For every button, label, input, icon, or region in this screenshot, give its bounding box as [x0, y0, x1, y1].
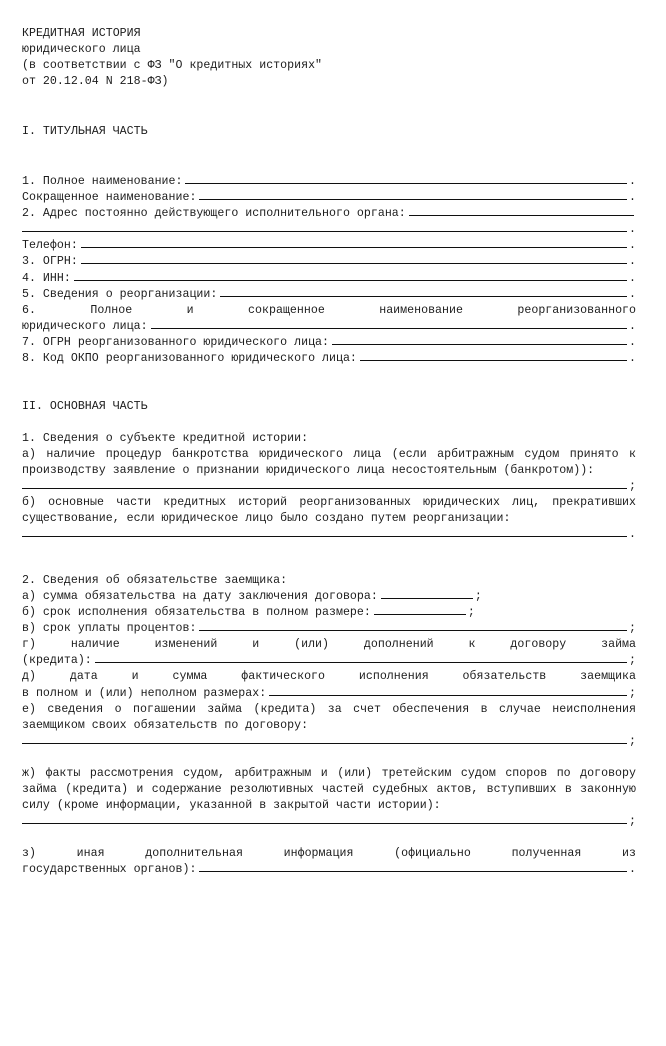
- actual-performance-label: в полном и (или) неполном размерах:: [22, 686, 267, 700]
- title-line-1: КРЕДИТНАЯ ИСТОРИЯ: [22, 27, 141, 40]
- field-phone-input[interactable]: [81, 238, 627, 248]
- field-short-name: [22, 190, 636, 206]
- field-reorganization-info-label: 5. Сведения о реорганизации:: [22, 287, 218, 301]
- title-line-4: от 20.12.04 N 218-ФЗ): [22, 75, 169, 89]
- field-short-name-terminator: .: [629, 191, 636, 205]
- obligation-term-input[interactable]: [374, 605, 466, 615]
- obligation-amount-input[interactable]: [381, 589, 473, 599]
- obligation-info-label: 2. Сведения об обязательстве заемщика:: [22, 574, 288, 588]
- actual-performance-terminator: ;: [629, 686, 636, 700]
- spacer-after-title: [22, 90, 636, 124]
- collateral-repayment-input[interactable]: [22, 734, 627, 744]
- field-reorganized-name-terminator: .: [629, 319, 636, 333]
- field-phone-label: Телефон:: [22, 239, 78, 253]
- contract-amendments-label: (кредита):: [22, 654, 92, 668]
- field-reorganization-info-terminator: .: [629, 287, 636, 301]
- contract-amendments-line-1: г) наличие изменений и (или) дополнений к договору займа: [22, 638, 636, 652]
- field-reorganization-info-input[interactable]: [220, 287, 627, 297]
- subject-bankruptcy-text: а) наличие процедур банкротства юридического лица (если арбитражным судом принято к производству заявление о признании юридического лица несостоятельным (банкротом)):: [22, 447, 636, 477]
- subject-reorganized-histories-terminator: .: [629, 528, 636, 542]
- field-reorganized-ogrn-label: 7. ОГРН реорганизованного юридического лица:: [22, 335, 330, 349]
- field-reorganized-ogrn-input[interactable]: [332, 335, 627, 345]
- field-reorganized-okpo-label: 8. Код ОКПО реорганизованного юридического лица:: [22, 351, 357, 365]
- field-reorganized-name: [22, 319, 636, 335]
- field-ogrn-input[interactable]: [81, 254, 627, 264]
- field-short-name-label: Сокращенное наименование:: [22, 191, 197, 205]
- obligation-amount: [22, 589, 636, 605]
- field-reorganized-okpo-input[interactable]: [360, 351, 627, 361]
- field-inn-input[interactable]: [74, 271, 627, 281]
- field-ogrn-label: 3. ОГРН:: [22, 255, 78, 269]
- collateral-repayment-fill-row: [22, 734, 636, 750]
- field-phone: [22, 238, 636, 254]
- contract-amendments: [22, 653, 636, 669]
- spacer-before-court-block: [22, 750, 636, 766]
- section-1-heading: I. ТИТУЛЬНАЯ ЧАСТЬ: [22, 125, 148, 139]
- additional-info-terminator: .: [629, 862, 636, 876]
- additional-info-line-1: з) иная дополнительная информация (официально полученная из: [22, 846, 636, 860]
- field-full-name-input[interactable]: [185, 174, 627, 184]
- subject-reorganized-histories-input[interactable]: [22, 527, 627, 537]
- document-title-block: [22, 26, 636, 90]
- subject-bankruptcy-input[interactable]: [22, 479, 627, 489]
- additional-info-label: государственных органов):: [22, 862, 197, 876]
- field-address-continuation: [22, 222, 636, 238]
- obligation-term: [22, 605, 636, 621]
- additional-info: [22, 862, 636, 878]
- field-reorganized-okpo: [22, 351, 636, 367]
- field-full-name: [22, 174, 636, 190]
- title-line-2: юридического лица: [22, 43, 141, 57]
- court-disputes-fill-row: [22, 814, 636, 830]
- collateral-repayment-terminator: ;: [629, 734, 636, 748]
- field-inn-terminator: .: [629, 271, 636, 285]
- court-disputes-terminator: ;: [629, 814, 636, 828]
- title-line-3: (в соответствии с ФЗ "О кредитных историях": [22, 59, 323, 73]
- field-address-continuation-input[interactable]: [22, 222, 627, 232]
- document-body: [22, 26, 636, 878]
- interest-payment-term: [22, 621, 636, 637]
- subject-info-label: 1. Сведения о субъекте кредитной истории:: [22, 431, 309, 445]
- court-disputes-input[interactable]: [22, 814, 627, 824]
- spacer-before-section-2: [22, 367, 636, 399]
- interest-payment-term-input[interactable]: [199, 621, 627, 631]
- field-address-input[interactable]: [409, 206, 634, 216]
- collateral-repayment-text: е) сведения о погашении займа (кредита) за счет обеспечения в случае неисполнения заемщиком своих обязательств по договору:: [22, 702, 636, 732]
- field-full-name-label: 1. Полное наименование:: [22, 175, 183, 189]
- field-reorganized-ogrn-terminator: .: [629, 335, 636, 349]
- contract-amendments-input[interactable]: [95, 653, 627, 663]
- field-reorganized-name-input[interactable]: [151, 319, 627, 329]
- field-inn: [22, 271, 636, 287]
- interest-payment-term-terminator: ;: [629, 622, 636, 636]
- obligation-term-terminator: ;: [467, 606, 475, 620]
- field-reorganized-name-line-1: 6. Полное и сокращенное наименование реорганизованного: [22, 303, 636, 317]
- field-ogrn-terminator: .: [629, 255, 636, 269]
- spacer-after-section-1-heading: [22, 140, 636, 174]
- obligation-amount-label: а) сумма обязательства на дату заключения договора:: [22, 590, 378, 604]
- obligation-amount-terminator: ;: [474, 590, 482, 604]
- subject-bankruptcy-terminator: ;: [629, 479, 636, 493]
- field-ogrn: [22, 254, 636, 270]
- field-reorganized-ogrn: [22, 335, 636, 351]
- subject-reorganized-histories-text: б) основные части кредитных историй реорганизованных юридических лиц, прекративших существование, если юридическое лицо было создано путем реорганизации:: [22, 496, 636, 526]
- field-short-name-input[interactable]: [199, 190, 627, 200]
- spacer-after-section-2-heading: [22, 415, 636, 431]
- field-address: [22, 206, 636, 222]
- actual-performance-input[interactable]: [269, 686, 627, 696]
- obligation-term-label: б) срок исполнения обязательства в полном размере:: [22, 606, 371, 620]
- actual-performance-line-1: д) дата и сумма фактического исполнения обязательств заемщика: [22, 670, 636, 684]
- field-address-terminator: .: [629, 223, 636, 237]
- subject-bankruptcy-fill-row: [22, 479, 636, 495]
- additional-info-input[interactable]: [199, 862, 627, 872]
- subject-reorganized-histories-fill-row: [22, 527, 636, 543]
- field-address-label: 2. Адрес постоянно действующего исполнительного органа:: [22, 207, 406, 221]
- court-disputes-text: ж) факты рассмотрения судом, арбитражным и (или) третейским судом споров по договору займа (кредита) и содержание резолютивных частей судебных актов, вступивших в законную силу (кроме информации, указанной в закрытой части истории):: [22, 766, 636, 812]
- field-reorganization-info: [22, 287, 636, 303]
- spacer-before-additional-info: [22, 830, 636, 846]
- interest-payment-term-label: в) срок уплаты процентов:: [22, 622, 197, 636]
- field-reorganized-name-label: юридического лица:: [22, 319, 148, 333]
- contract-amendments-terminator: ;: [629, 654, 636, 668]
- section-2-heading: II. ОСНОВНАЯ ЧАСТЬ: [22, 399, 148, 413]
- spacer-before-obligation-block: [22, 543, 636, 573]
- field-inn-label: 4. ИНН:: [22, 271, 71, 285]
- field-reorganized-okpo-terminator: .: [629, 351, 636, 365]
- actual-performance: [22, 686, 636, 702]
- field-full-name-terminator: .: [629, 175, 636, 189]
- field-phone-terminator: .: [629, 239, 636, 253]
